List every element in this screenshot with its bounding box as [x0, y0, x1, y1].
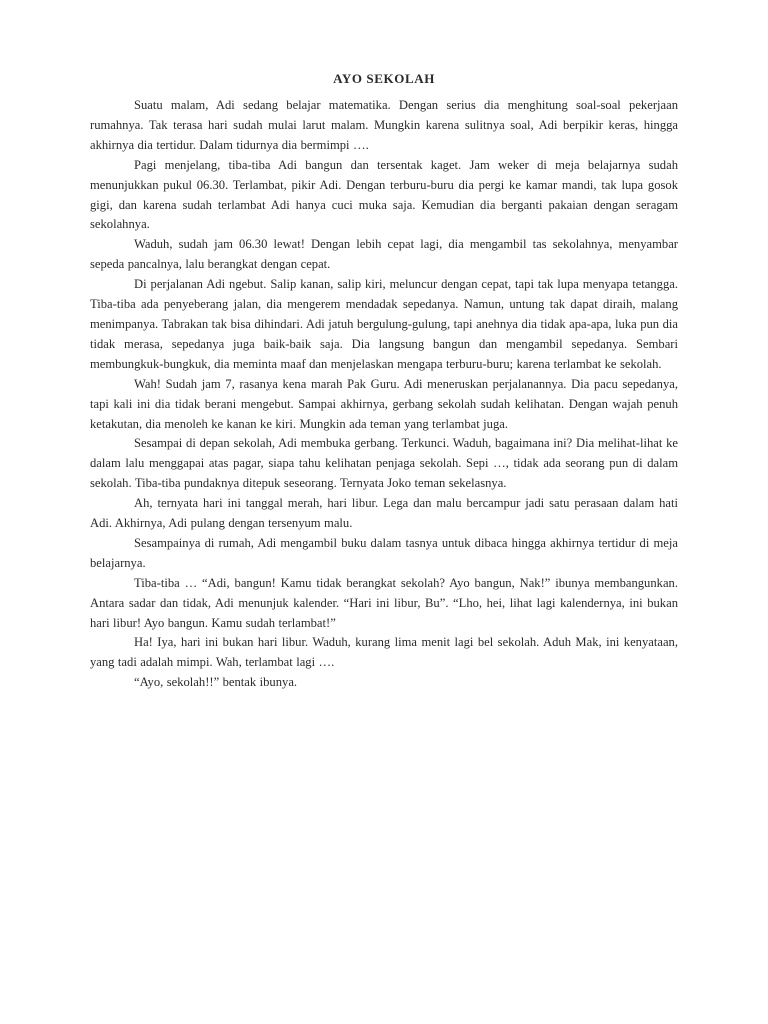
document-title: AYO SEKOLAH [333, 71, 435, 86]
paragraph-11: “Ayo, sekolah!!” bentak ibunya. [134, 675, 298, 690]
paragraph-6: Sesampai di depan sekolah, Adi membuka gerbang. Terkunci. Waduh, bagaimana ini? Dia melihat-lihat ke dalam lalu menggapai atas pagar, siapa tahu kelihatan penjaga sekolah. Sepi …, tidak ada seorang pun di dalam sekolah. Tiba-tiba pundaknya ditepuk seseorang. Ternyata Joko teman sekelasnya. [90, 436, 678, 491]
paragraph-10: Ha! Iya, hari ini bukan hari libur. Waduh, kurang lima menit lagi bel sekolah. Aduh Mak, ini kenyataan, yang tadi adalah mimpi. Wah, terlambat lagi …. [90, 635, 678, 670]
paragraph-4: Di perjalanan Adi ngebut. Salip kanan, salip kiri, meluncur dengan cepat, tapi tak lupa menyapa tetangga. Tiba-tiba ada penyeberang jalan, dia mengerem mendadak sepedanya. Namun, untung tak dapat diraih, malang menimpanya. Tabrakan tak bisa dihindari. Adi jatuh bergulung-gulung, tapi anehnya dia tidak apa-apa, luka pun dia tidak merasa, sepedanya juga baik-baik saja. Dia langsung bangun dan mengambil sepedanya. Sembari membungkuk-bungkuk, dia meminta maaf dan menjelaskan mengapa terburu-buru; karena terlambat ke sekolah. [90, 277, 678, 371]
paragraph-7: Ah, ternyata hari ini tanggal merah, hari libur. Lega dan malu bercampur jadi satu perasaan dalam hati Adi. Akhirnya, Adi pulang dengan tersenyum malu. [90, 496, 678, 531]
paragraph-2: Pagi menjelang, tiba-tiba Adi bangun dan tersentak kaget. Jam weker di meja belajarnya sudah menunjukkan pukul 06.30. Terlambat, pikir Adi. Dengan terburu-buru dia pergi ke kamar mandi, tak lupa gosok gigi, dan karena sudah terlambat Adi hanya cuci muka saja. Kemudian dia berganti pakaian dengan seragam sekolahnya. [90, 157, 678, 232]
paragraph-3: Waduh, sudah jam 06.30 lewat! Dengan lebih cepat lagi, dia mengambil tas sekolahnya, menyambar sepeda pancalnya, lalu berangkat dengan cepat. [90, 237, 678, 272]
paragraph-9: Tiba-tiba … “Adi, bangun! Kamu tidak berangkat sekolah? Ayo bangun, Nak!” ibunya membangunkan. Antara sadar dan tidak, Adi menunjuk kalender. “Hari ini libur, Bu”. “Lho, hei, lihat lagi kalendernya, ini bukan hari libur! Ayo bangun. Kamu sudah terlambat!” [90, 575, 678, 630]
paragraph-8: Sesampainya di rumah, Adi mengambil buku dalam tasnya untuk dibaca hingga akhirnya tertidur di meja belajarnya. [90, 535, 678, 570]
paragraph-1: Suatu malam, Adi sedang belajar matematika. Dengan serius dia menghitung soal-soal pekerjaan rumahnya. Tak terasa hari sudah mulai larut malam. Mungkin karena sulitnya soal, Adi berpikir keras, hingga akhirnya dia tertidur. Dalam tidurnya dia bermimpi …. [90, 98, 678, 152]
paragraph-5: Wah! Sudah jam 7, rasanya kena marah Pak Guru. Adi meneruskan perjalanannya. Dia pacu sepedanya, tapi kali ini dia tidak berani mengebut. Sampai akhirnya, gerbang sekolah sudah kelihatan. Dengan wajah penuh ketakutan, dia menoleh ke kanan ke kiri. Mungkin ada teman yang terlambat juga. [90, 376, 678, 431]
